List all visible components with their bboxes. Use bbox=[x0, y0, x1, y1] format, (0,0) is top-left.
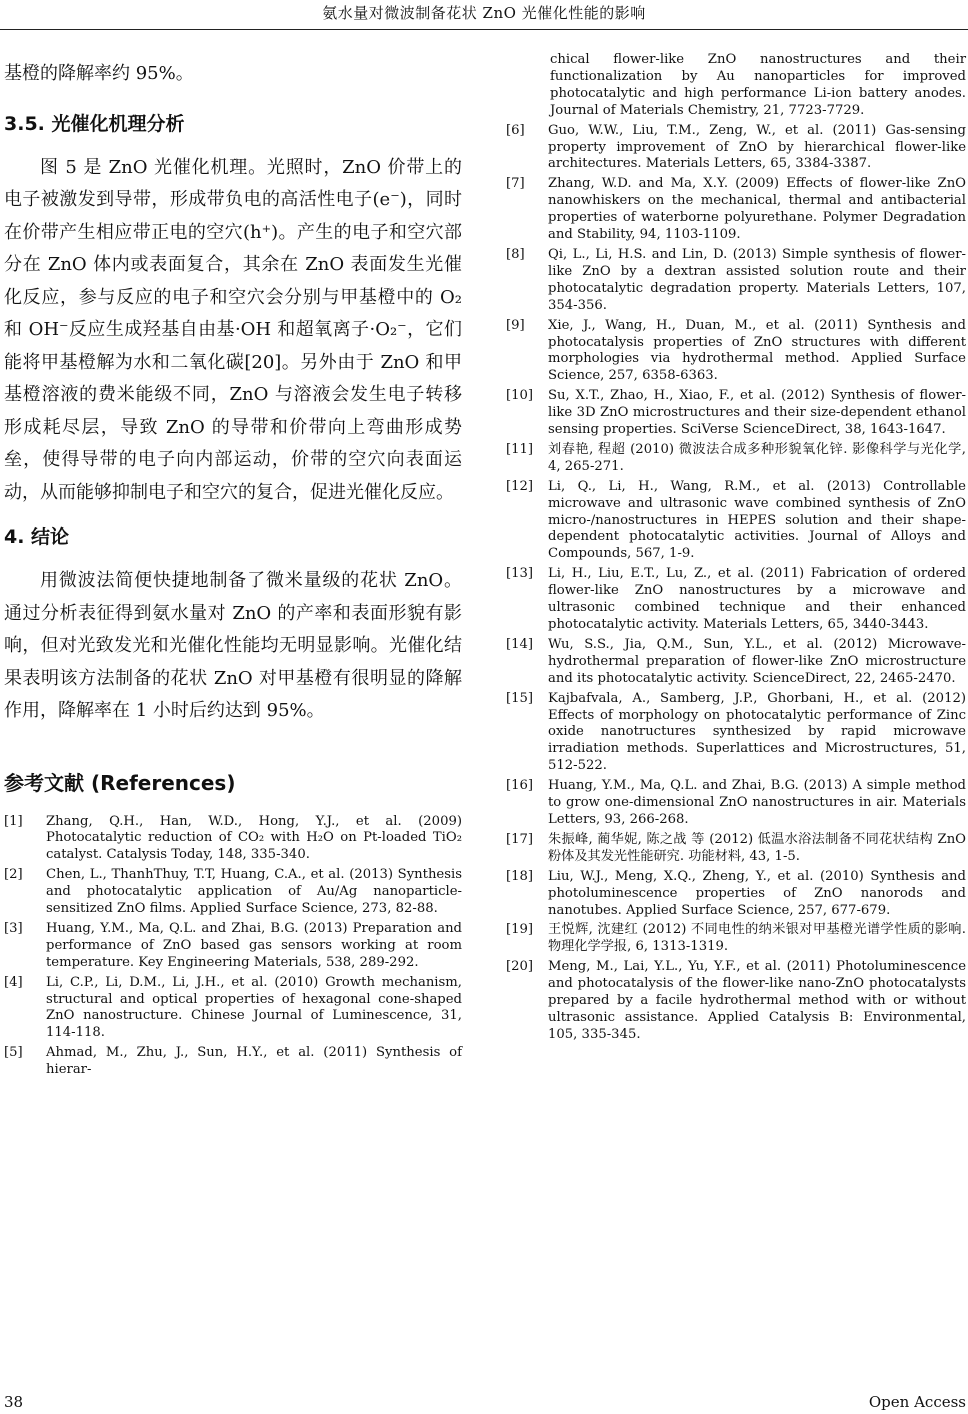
running-title: 氨水量对微波制备花状 ZnO 光催化性能的影响 bbox=[322, 4, 646, 22]
reference-item: [2] Chen, L., ThanhThuy, T.T, Huang, C.A., et al. (2013) Synthesis and photocatalytic application of Au/Ag nanoparticle-sensitized ZnO films. Applied Surface Science, 273, 82-88. bbox=[4, 867, 462, 917]
section-3-5-heading: 3.5. 光催化机理分析 bbox=[4, 112, 185, 135]
section-4-heading: 4. 结论 bbox=[4, 526, 70, 548]
reference-item: [7] Zhang, W.D. and Ma, X.Y. (2009) Effects of flower-like ZnO nanowhiskers on the mechanical, thermal and antibacterial properties of waterborne polyurethane. Polymer Degradation and Stability, 94, 1103-1109. bbox=[506, 176, 966, 243]
reference-item: [15] Kajbafvala, A., Samberg, J.P., Ghorbani, H., et al. (2012) Effects of morphology on photocatalytic performance of Zinc oxide nanotructures synthesized by rapid microwave irradiation methods. Superlattices and Microstructures, 51, 512-522. bbox=[506, 690, 966, 774]
reference-item: [6] Guo, W.W., Liu, T.M., Zeng, W., et al. (2011) Gas-sensing property improvement of ZnO by hierarchical flower-like architectures. Materials Letters, 65, 3384-3387. bbox=[506, 122, 966, 172]
page-number: 38 bbox=[4, 1393, 24, 1411]
intro-line: 基橙的降解率约 95%。 bbox=[4, 63, 194, 84]
reference-item: [17] 朱振峰, 蔺华妮, 陈之战 等 (2012) 低温水浴法制备不同花状结构 ZnO 粉体及其发光性能研究. 功能材料, 43, 1-5. bbox=[506, 831, 966, 864]
publisher-label: Open Access bbox=[868, 1393, 966, 1411]
references-heading: 参考文献 (References) bbox=[4, 770, 236, 795]
reference-item: [14] Wu, S.S., Jia, Q.M., Sun, Y.L., et al. (2012) Microwave-hydrothermal preparation of flower-like ZnO microstructure and its photocatalytic activity. ScienceDirect, 22, 2465-2470. bbox=[506, 636, 966, 686]
conclusion-paragraph: 用微波法简便快捷地制备了微米量级的花状 ZnO。通过分析表征得到氨水量对 ZnO 的产率和表面形貌有影响，但对光致发光和光催化性能均无明显影响。光催化结果表明该方法制备的花状 ZnO 对甲基橙有很明显的降解作用，降解率在 1 小时后约达到 95%。 bbox=[4, 570, 462, 721]
reference-item: [8] Qi, L., Li, H.S. and Lin, D. (2013) Simple synthesis of flower-like ZnO by a dextran assisted solution route and their photocatalytic degradation property. Materials Letters, 107, 354-356. bbox=[506, 246, 966, 313]
reference-list-right bbox=[506, 123, 966, 1044]
reference-item: [11] 刘春艳, 程超 (2010) 微波法合成多种形貌氧化锌. 影像科学与光化学, 4, 265-271. bbox=[506, 441, 966, 474]
running-header bbox=[0, 0, 968, 30]
right-column bbox=[506, 52, 966, 1047]
reference-item: [3] Huang, Y.M., Ma, Q.L. and Zhai, B.G. (2013) Preparation and performance of ZnO based gas sensors working at room temperature. Key Engineering Materials, 538, 289-292. bbox=[4, 920, 462, 970]
reference-item: [4] Li, C.P., Li, D.M., Li, J.H., et al. (2010) Growth mechanism, structural and optical properties of hexagonal cone-shaped ZnO nanostructure. Chinese Journal of Luminescence, 31, 114-118. bbox=[4, 974, 462, 1041]
reference-item: [18] Liu, W.J., Meng, X.Q., Zheng, Y., et al. (2010) Synthesis and photoluminescence properties of ZnO nanorods and nanotubes. Applied Surface Science, 257, 677-679. bbox=[506, 868, 966, 918]
reference-item: [5] Ahmad, M., Zhu, J., Sun, H.Y., et al. (2011) Synthesis of hierar- bbox=[4, 1045, 462, 1078]
reference-item: [20] Meng, M., Lai, Y.L., Yu, Y.F., et al. (2011) Photoluminescence and photocatalysis of the flower-like nano-ZnO photocatalysts prepared by a facile hydrothermal method with or without ultrasonic assistance. Applied Catalysis B: Environmental, 105, 335-345. bbox=[506, 959, 966, 1042]
reference-list-left bbox=[4, 814, 462, 1080]
left-column bbox=[4, 58, 462, 1082]
reference-item: [9] Xie, J., Wang, H., Duan, M., et al. (2011) Synthesis and photocatalysis properties of ZnO structures with different morphologies via hydrothermal method. Applied Surface Science, 257, 6358-6363. bbox=[506, 317, 966, 384]
reference-item: [16] Huang, Y.M., Ma, Q.L. and Zhai, B.G. (2013) A simple method to grow one-dimensional ZnO nanostructures in air. Materials Letters, 93, 266-268. bbox=[506, 778, 966, 827]
reference-item: [13] Li, H., Liu, E.T., Lu, Z., et al. (2011) Fabrication of ordered flower-like ZnO nanostructures by a microwave and ultrasonic combined technique and their enhanced photocatalytic activity. Materials Letters, 65, 3440-3443. bbox=[506, 566, 966, 632]
reference-item: [19] 王悦辉, 沈建红 (2012) 不同电性的纳米银对甲基橙光谱学性质的影响. 物理化学学报, 6, 1313-1319. bbox=[506, 922, 966, 955]
reference-item: [12] Li, Q., Li, H., Wang, R.M., et al. (2013) Controllable microwave and ultrasonic wave combined synthesis of ZnO micro-/nanostructures in HEPES solution and their shape-dependent photocatalytic activities. Journal of Alloys and Compounds, 567, 1-9. bbox=[506, 478, 966, 562]
reference-continuation: chical flower-like ZnO nanostructures and their functionalization by Au nanoparticles for improved photocatalytic and high performance Li-ion battery anodes. Journal of Materials Chemistry, 21, 7723-7729. bbox=[550, 52, 966, 118]
reference-item: [1] Zhang, Q.H., Han, W.D., Hong, Y.J., et al. (2009) Photocatalytic reduction of CO₂ with H₂O on Pt-loaded TiO₂ catalyst. Catalysis Today, 148, 335-340. bbox=[4, 813, 462, 863]
reference-item: [10] Su, X.T., Zhao, H., Xiao, F., et al. (2012) Synthesis of flower-like 3D ZnO microstructures and their size-dependent ethanol sensing properties. SciVerse ScienceDirect, 38, 1643-1647. bbox=[506, 388, 966, 438]
mechanism-paragraph: 图 5 是 ZnO 光催化机理。光照时，ZnO 价带上的电子被激发到导带，形成带负电的高活性电子(e⁻)，同时在价带产生相应带正电的空穴(h⁺)。产生的电子和空穴部分在 ZnO 体内或表面复合，其余在 ZnO 表面发生光催化反应，参与反应的电子和空穴会分别与甲基橙中的 O₂ 和 OH⁻反应生成羟基自由基·OH 和超氧离子·O₂⁻，它们能将甲基橙解为水和二氧化碳[20]。另外由于 ZnO 和甲基橙溶液的费米能级不同，ZnO 与溶液会发生电子转移形成耗尽层，导致 ZnO 的导带和价带向上弯曲形成势垒，使得导带的电子向内部运动，价带的空穴向表面运动，从而能够抑制电子和空穴的复合，促进光催化反应。 bbox=[4, 156, 462, 503]
